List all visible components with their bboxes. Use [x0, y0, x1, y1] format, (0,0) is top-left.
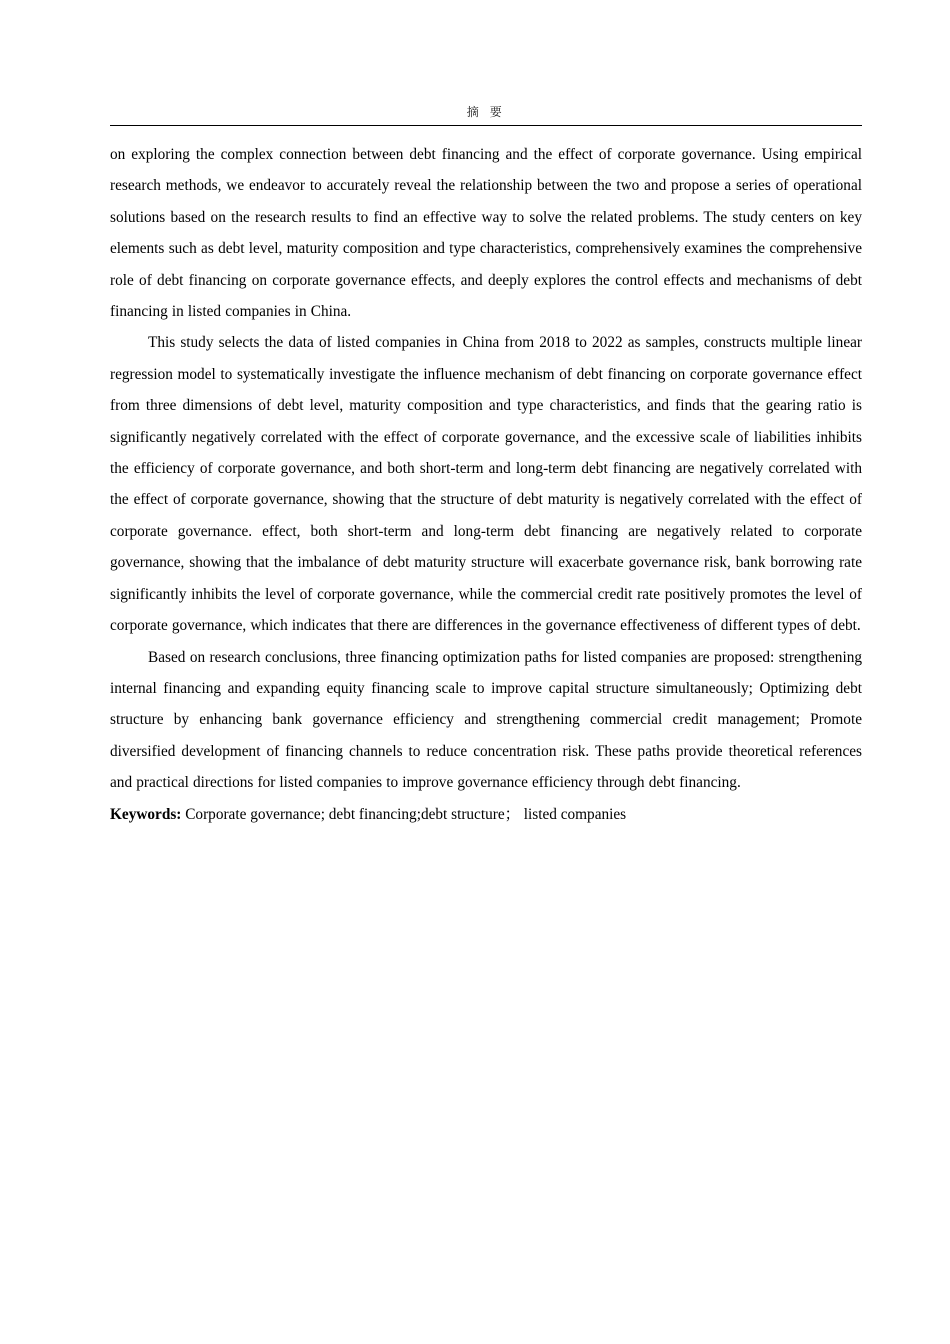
paragraph-methodology-findings: This study selects the data of listed companies in China from 2018 to 2022 as samples, constructs multiple linear regression model to systematically investigate the influence mechanism of debt financing on corporate governance effect from three dimensions of debt level, maturity composition and type characteristics, and finds that the gearing ratio is significantly negatively correlated with the effect of corporate governance, and the excessive scale of liabilities inhibits the efficiency of corporate governance, and both short-term and long-term debt financing are negatively correlated with the effect of corporate governance, showing that the structure of debt maturity is negatively correlated with the effect of corporate governance. effect, both short-term and long-term debt financing are negatively related to corporate governance, showing that the imbalance of debt maturity structure will exacerbate governance risk, bank borrowing rate significantly inhibits the level of corporate governance, while the commercial credit rate positively promotes the level of corporate governance, which indicates that there are differences in the governance effectiveness of different types of debt. [110, 334, 862, 635]
keywords-label: Keywords: [110, 805, 182, 823]
paragraph-conclusions-paths: Based on research conclusions, three financing optimization paths for listed companies are proposed: strengthening internal financing and expanding equity financing scale to improve capital structure simultaneously; Optimizing debt structure by enhancing bank governance efficiency and strengthening commercial credit management; Promote diversified development of financing channels to reduce concentration risk. These paths provide theoretical references and practical directions for listed companies to improve governance efficiency through debt financing. [110, 648, 862, 792]
header-rule [110, 125, 862, 126]
keywords-value: Corporate governance; debt financing;debt structure； listed companies [185, 805, 627, 823]
abstract-body [110, 139, 862, 830]
paragraph-abstract-continuation: on exploring the complex connection between debt financing and the effect of corporate governance. Using empirical research methods, we endeavor to accurately reveal the relationship between the two and propose a series of operational solutions based on the research results to find an effective way to solve the related problems. The study centers on key elements such as debt level, maturity composition and type characteristics, comprehensively examines the comprehensive role of debt financing on corporate governance effects, and deeply explores the control effects and mechanisms of debt financing in listed companies in China. [110, 146, 862, 321]
keywords-line [110, 799, 862, 830]
running-head: 摘 要 [466, 105, 506, 119]
